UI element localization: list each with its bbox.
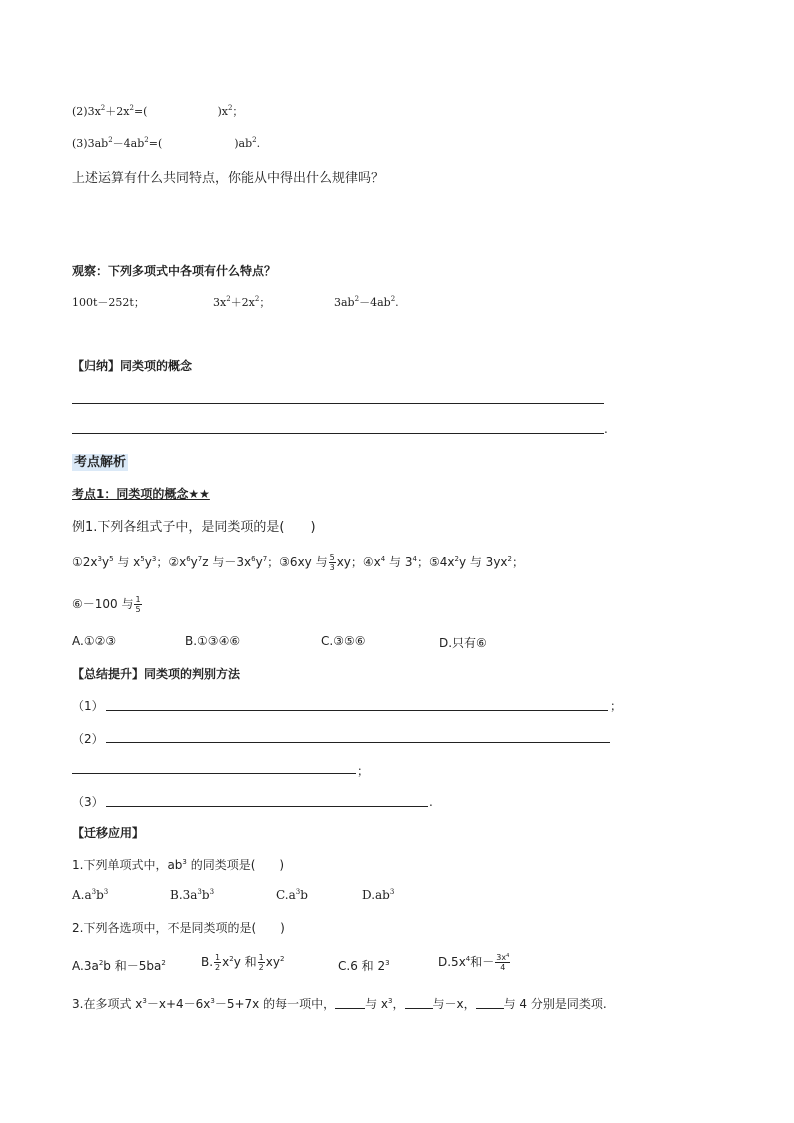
example-1-item-6: ⑥－100 与 $\frac{1}{5}$ (72, 595, 141, 614)
summary-heading: 【归纳】同类项的概念 (72, 359, 193, 373)
example-1-items: $①2x^3y^5$ 与 $x^5y^3$；$②x^6y^7z$ 与$-3x^6y^7$；③6xy 与 $\frac{5}{3}$ xy；$④x^4$ 与 $3^4$；$⑤4x^2y$ 与 $3yx^2$； (72, 553, 525, 572)
example-option-d: D.只有⑥ (439, 636, 487, 650)
q2-option-d: $D.5x^4$和－ $\frac{3x^4}{4}$ (438, 953, 510, 972)
tisheng-line-2-label: （2） (72, 732, 104, 746)
example-1-label: 例1.下列各组式子中，是同类项的是( ) (72, 520, 316, 535)
equation-2: $(2)3x^2+2x^2=$( )$x^2$； (72, 104, 244, 118)
q1-option-b: $B.3a^3b^3$ (170, 888, 215, 902)
q1-option-c: $C.a^3b$ (276, 888, 308, 902)
tisheng-line-2-end: ； (357, 764, 370, 778)
q2-option-c: C.6 和 $2^3$ (338, 959, 390, 973)
q3-blank-2[interactable] (405, 998, 433, 1009)
tisheng-heading: 【总结提升】同类项的判别方法 (72, 667, 241, 681)
q2-label: 2.下列各选项中，不是同类项的是( ) (72, 921, 285, 935)
question-text: 上述运算有什么共同特点，你能从中得出什么规律吗？ (72, 171, 385, 186)
line-end-period: . (604, 422, 608, 436)
q2-option-a: $A.3a^2b$ 和$-5ba^2$ (72, 959, 166, 973)
polynomial-3: $3ab^2-4ab^2$. (334, 295, 399, 309)
q1-label: 1.下列单项式中，$ab^3$ 的同类项是( ) (72, 858, 285, 872)
q2-option-b: B. $\frac{1}{2}$ $x^2y$ 和 $\frac{1}{2}$ $xy^2$ (201, 953, 285, 972)
example-option-b: B.①③④⑥ (185, 634, 241, 648)
tisheng-line-3 (106, 806, 428, 807)
q3-text: 3.在多项式 $x^3-x+4-6x^3-5+7x$ 的每一项中， 与 $x^3$， 与－x， 与 4 分别是同类项. (72, 997, 607, 1011)
observe-heading: 观察：下列多项式中各项有什么特点？ (72, 264, 277, 278)
tisheng-line-3-end: . (429, 795, 433, 809)
example-option-a: A.①②③ (72, 634, 117, 648)
q3-blank-3[interactable] (476, 998, 504, 1009)
equation-3: $(3)3ab^2-4ab^2=$( )$ab^2$. (72, 136, 261, 150)
polynomial-2: $3x^2+2x^2$； (213, 295, 271, 309)
polynomial-1: 100t－252t； (72, 296, 145, 309)
q3-blank-1[interactable] (335, 998, 365, 1009)
tisheng-line-1-end: ； (610, 699, 623, 713)
q1-option-d: $D.ab^3$ (362, 888, 395, 902)
example-option-c: C.③⑤⑥ (321, 634, 366, 648)
answer-line-2 (72, 433, 604, 434)
tisheng-line-1-label: （1） (72, 699, 104, 713)
tisheng-line-1 (106, 710, 608, 711)
tisheng-line-2 (106, 742, 610, 743)
qianyi-heading: 【迁移应用】 (72, 826, 145, 840)
answer-line-1 (72, 403, 604, 404)
q1-option-a: $A.a^3b^3$ (72, 888, 109, 902)
kaodian-heading: 考点1：同类项的概念★★ (72, 487, 210, 501)
tisheng-line-3-label: （3） (72, 795, 104, 809)
tisheng-line-2b (72, 773, 356, 774)
section-title: 考点解析 (74, 455, 127, 470)
